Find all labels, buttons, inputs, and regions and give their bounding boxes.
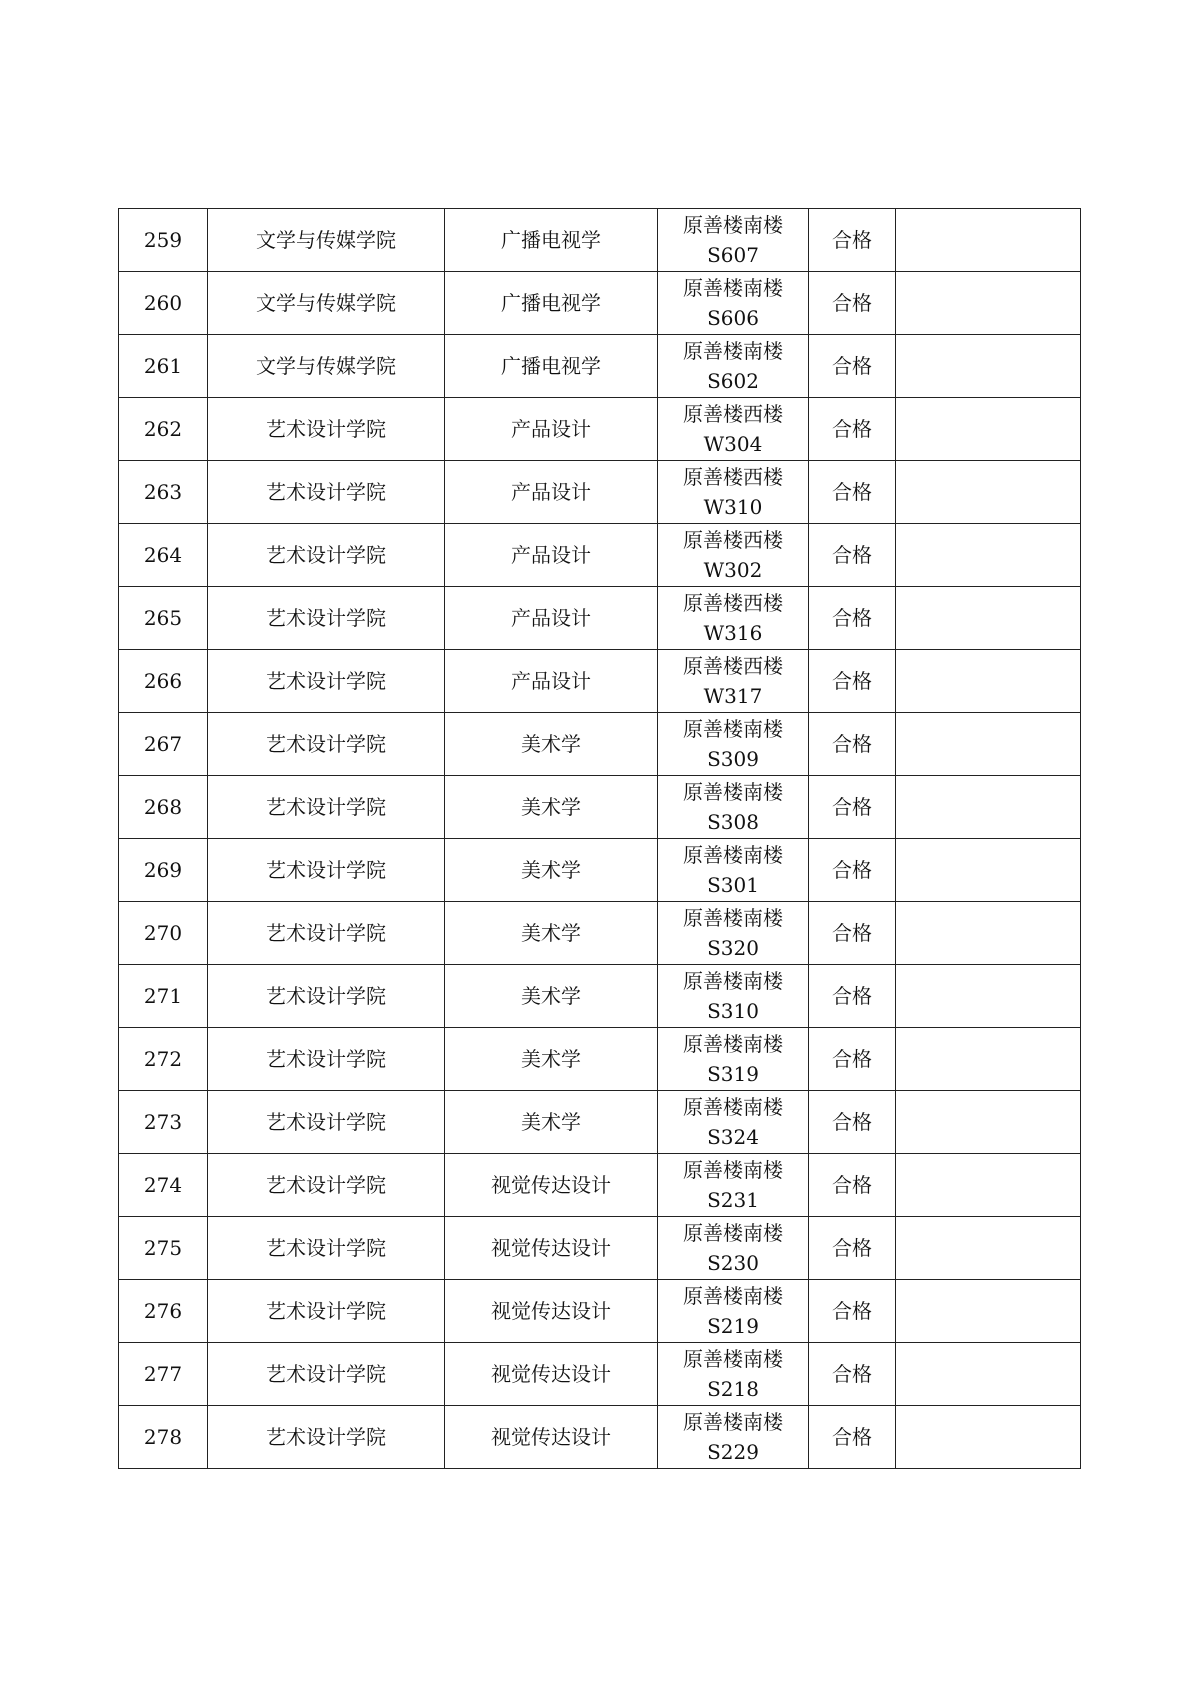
room-cell (658, 776, 809, 839)
building-name: 原善楼南楼 (683, 339, 783, 363)
building-name: 原善楼南楼 (683, 276, 783, 300)
room-number: S230 (707, 1251, 759, 1275)
table-row (119, 398, 1081, 461)
major-cell: 产品设计 (445, 461, 658, 524)
note-cell (896, 965, 1081, 1028)
room-cell (658, 965, 809, 1028)
major-cell: 视觉传达设计 (445, 1217, 658, 1280)
result-cell: 合格 (809, 461, 896, 524)
table-row (119, 1406, 1081, 1469)
college-cell: 艺术设计学院 (208, 524, 445, 587)
college-cell: 艺术设计学院 (208, 1217, 445, 1280)
table-row (119, 587, 1081, 650)
room-cell (658, 398, 809, 461)
college-cell: 艺术设计学院 (208, 398, 445, 461)
inspection-table (118, 208, 1081, 1469)
major-cell: 广播电视学 (445, 209, 658, 272)
note-cell (896, 1217, 1081, 1280)
room-number: S320 (707, 936, 759, 960)
room-cell (658, 587, 809, 650)
table-row (119, 461, 1081, 524)
result-cell: 合格 (809, 398, 896, 461)
table-body (119, 209, 1081, 1469)
note-cell (896, 650, 1081, 713)
room-cell (658, 1280, 809, 1343)
major-cell: 美术学 (445, 776, 658, 839)
room-cell (658, 1154, 809, 1217)
table-row (119, 209, 1081, 272)
major-cell: 产品设计 (445, 650, 658, 713)
room-cell (658, 272, 809, 335)
room-cell (658, 650, 809, 713)
result-cell: 合格 (809, 209, 896, 272)
result-cell: 合格 (809, 902, 896, 965)
note-cell (896, 1280, 1081, 1343)
note-cell (896, 1406, 1081, 1469)
building-name: 原善楼南楼 (683, 1032, 783, 1056)
building-name: 原善楼西楼 (683, 528, 783, 552)
row-number-cell: 264 (119, 524, 208, 587)
major-cell: 美术学 (445, 713, 658, 776)
table-row (119, 776, 1081, 839)
major-cell: 视觉传达设计 (445, 1406, 658, 1469)
row-number-cell: 270 (119, 902, 208, 965)
table-row (119, 839, 1081, 902)
row-number-cell: 260 (119, 272, 208, 335)
room-number: W317 (703, 684, 763, 708)
result-cell: 合格 (809, 965, 896, 1028)
table-row (119, 902, 1081, 965)
note-cell (896, 902, 1081, 965)
major-cell: 视觉传达设计 (445, 1154, 658, 1217)
major-cell: 视觉传达设计 (445, 1280, 658, 1343)
table-row (119, 713, 1081, 776)
row-number-cell: 271 (119, 965, 208, 1028)
college-cell: 艺术设计学院 (208, 839, 445, 902)
building-name: 原善楼南楼 (683, 1347, 783, 1371)
major-cell: 产品设计 (445, 524, 658, 587)
note-cell (896, 1154, 1081, 1217)
row-number-cell: 276 (119, 1280, 208, 1343)
college-cell: 艺术设计学院 (208, 965, 445, 1028)
college-cell: 艺术设计学院 (208, 650, 445, 713)
row-number-cell: 268 (119, 776, 208, 839)
college-cell: 文学与传媒学院 (208, 272, 445, 335)
room-number: W302 (703, 558, 763, 582)
row-number-cell: 265 (119, 587, 208, 650)
note-cell (896, 461, 1081, 524)
college-cell: 艺术设计学院 (208, 1280, 445, 1343)
table-row (119, 1280, 1081, 1343)
row-number-cell: 262 (119, 398, 208, 461)
table-row (119, 524, 1081, 587)
college-cell: 艺术设计学院 (208, 776, 445, 839)
college-cell: 艺术设计学院 (208, 1091, 445, 1154)
college-cell: 艺术设计学院 (208, 461, 445, 524)
row-number-cell: 259 (119, 209, 208, 272)
room-cell (658, 1028, 809, 1091)
note-cell (896, 524, 1081, 587)
note-cell (896, 776, 1081, 839)
major-cell: 美术学 (445, 839, 658, 902)
room-number: S301 (707, 873, 759, 897)
row-number-cell: 274 (119, 1154, 208, 1217)
row-number-cell: 273 (119, 1091, 208, 1154)
room-cell (658, 1091, 809, 1154)
college-cell: 文学与传媒学院 (208, 335, 445, 398)
note-cell (896, 1091, 1081, 1154)
room-cell (658, 839, 809, 902)
result-cell: 合格 (809, 1217, 896, 1280)
note-cell (896, 209, 1081, 272)
row-number-cell: 266 (119, 650, 208, 713)
building-name: 原善楼南楼 (683, 843, 783, 867)
row-number-cell: 278 (119, 1406, 208, 1469)
major-cell: 美术学 (445, 1091, 658, 1154)
table-row (119, 1154, 1081, 1217)
major-cell: 美术学 (445, 965, 658, 1028)
college-cell: 文学与传媒学院 (208, 209, 445, 272)
room-number: S219 (707, 1314, 759, 1338)
college-cell: 艺术设计学院 (208, 902, 445, 965)
room-number: S308 (707, 810, 759, 834)
result-cell: 合格 (809, 587, 896, 650)
result-cell: 合格 (809, 524, 896, 587)
major-cell: 产品设计 (445, 587, 658, 650)
college-cell: 艺术设计学院 (208, 1406, 445, 1469)
result-cell: 合格 (809, 650, 896, 713)
building-name: 原善楼南楼 (683, 213, 783, 237)
room-number: S606 (707, 306, 759, 330)
table-row (119, 335, 1081, 398)
result-cell: 合格 (809, 839, 896, 902)
room-number: W316 (703, 621, 763, 645)
room-cell (658, 1406, 809, 1469)
note-cell (896, 713, 1081, 776)
row-number-cell: 272 (119, 1028, 208, 1091)
room-number: S231 (707, 1188, 759, 1212)
room-number: S229 (707, 1440, 759, 1464)
result-cell: 合格 (809, 776, 896, 839)
result-cell: 合格 (809, 272, 896, 335)
room-cell (658, 1217, 809, 1280)
result-cell: 合格 (809, 1406, 896, 1469)
table-row (119, 1028, 1081, 1091)
major-cell: 广播电视学 (445, 272, 658, 335)
note-cell (896, 839, 1081, 902)
building-name: 原善楼南楼 (683, 717, 783, 741)
row-number-cell: 275 (119, 1217, 208, 1280)
major-cell: 产品设计 (445, 398, 658, 461)
building-name: 原善楼南楼 (683, 1158, 783, 1182)
major-cell: 视觉传达设计 (445, 1343, 658, 1406)
room-number: W310 (703, 495, 763, 519)
building-name: 原善楼西楼 (683, 402, 783, 426)
result-cell: 合格 (809, 335, 896, 398)
college-cell: 艺术设计学院 (208, 1343, 445, 1406)
college-cell: 艺术设计学院 (208, 713, 445, 776)
row-number-cell: 269 (119, 839, 208, 902)
building-name: 原善楼西楼 (683, 465, 783, 489)
row-number-cell: 267 (119, 713, 208, 776)
room-cell (658, 209, 809, 272)
room-number: S309 (707, 747, 759, 771)
building-name: 原善楼南楼 (683, 906, 783, 930)
room-cell (658, 524, 809, 587)
table-row (119, 650, 1081, 713)
building-name: 原善楼西楼 (683, 591, 783, 615)
room-number: S607 (707, 243, 759, 267)
room-number: S324 (707, 1125, 759, 1149)
table-row (119, 965, 1081, 1028)
note-cell (896, 1343, 1081, 1406)
major-cell: 美术学 (445, 902, 658, 965)
room-cell (658, 902, 809, 965)
row-number-cell: 261 (119, 335, 208, 398)
result-cell: 合格 (809, 713, 896, 776)
table-row (119, 1091, 1081, 1154)
room-cell (658, 713, 809, 776)
note-cell (896, 272, 1081, 335)
room-number: S602 (707, 369, 759, 393)
room-number: S218 (707, 1377, 759, 1401)
college-cell: 艺术设计学院 (208, 1154, 445, 1217)
result-cell: 合格 (809, 1028, 896, 1091)
result-cell: 合格 (809, 1154, 896, 1217)
building-name: 原善楼南楼 (683, 1095, 783, 1119)
building-name: 原善楼南楼 (683, 1410, 783, 1434)
room-number: W304 (703, 432, 763, 456)
row-number-cell: 263 (119, 461, 208, 524)
note-cell (896, 587, 1081, 650)
building-name: 原善楼南楼 (683, 1284, 783, 1308)
room-cell (658, 1343, 809, 1406)
college-cell: 艺术设计学院 (208, 1028, 445, 1091)
note-cell (896, 1028, 1081, 1091)
room-cell (658, 335, 809, 398)
row-number-cell: 277 (119, 1343, 208, 1406)
note-cell (896, 335, 1081, 398)
result-cell: 合格 (809, 1280, 896, 1343)
building-name: 原善楼南楼 (683, 1221, 783, 1245)
result-cell: 合格 (809, 1343, 896, 1406)
building-name: 原善楼西楼 (683, 654, 783, 678)
room-cell (658, 461, 809, 524)
table-row (119, 272, 1081, 335)
college-cell: 艺术设计学院 (208, 587, 445, 650)
room-number: S310 (707, 999, 759, 1023)
room-number: S319 (707, 1062, 759, 1086)
table-row (119, 1217, 1081, 1280)
major-cell: 美术学 (445, 1028, 658, 1091)
note-cell (896, 398, 1081, 461)
result-cell: 合格 (809, 1091, 896, 1154)
building-name: 原善楼南楼 (683, 780, 783, 804)
building-name: 原善楼南楼 (683, 969, 783, 993)
major-cell: 广播电视学 (445, 335, 658, 398)
table-row (119, 1343, 1081, 1406)
